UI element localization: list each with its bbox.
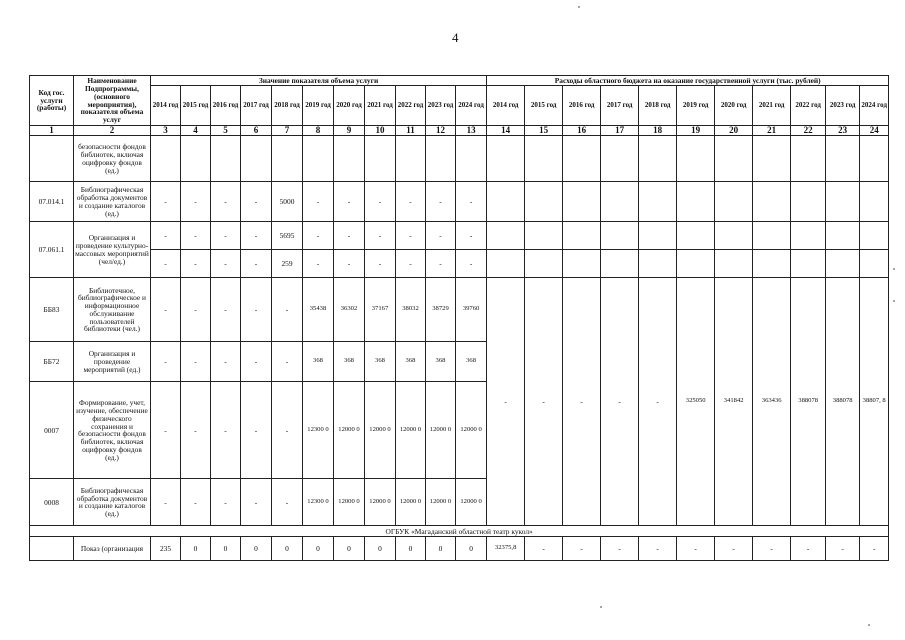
table-cell: - [241,250,272,278]
row-name: Формирование, учет, изучение, обеспечение физического сохранения и безопасности фондов библиотек, включая оцифровку фондов (ед.) [74,382,151,479]
budget-2021: 363436 [753,278,791,526]
budget-2024: 38807, 8 [860,278,889,526]
table-cell: 368 [303,342,334,382]
table-cell: - [396,222,426,250]
table-cell: 0 [181,537,211,561]
table-cell: - [151,382,181,479]
table-cell: - [181,222,211,250]
table-cell: 12000 0 [426,382,456,479]
table-cell: 368 [365,342,396,382]
year-header: 2020 год [715,86,753,126]
table-cell: - [241,479,272,526]
year-header: 2018 год [272,86,303,126]
table-cell: - [211,250,241,278]
table-cell: - [456,222,487,250]
budget-2023: 388078 [826,278,860,526]
table-cell: 259 [272,250,303,278]
row-code [30,136,74,182]
table-cell: 235 [151,537,181,561]
column-number: 19 [677,126,715,136]
year-header: 2017 год [241,86,272,126]
year-header: 2024 год [860,86,889,126]
year-header: 2021 год [753,86,791,126]
row-name: Показ (организация [74,537,151,561]
table-cell: - [211,222,241,250]
year-header: 2016 год [211,86,241,126]
table-cell: 0 [365,537,396,561]
year-header: 2014 год [487,86,525,126]
table-cell: - [396,250,426,278]
year-header: 2022 год [396,86,426,126]
budget-2022: 388078 [791,278,826,526]
table-cell: 12300 0 [303,382,334,479]
row-name: Организация и проведение культурно-массовых мероприятий (чел/ед.) [74,222,151,278]
column-number: 6 [241,126,272,136]
table-cell: - [272,479,303,526]
table-cell: - [211,382,241,479]
year-header: 2022 год [791,86,826,126]
table-cell: 12300 0 [303,479,334,526]
year-header: 2015 год [525,86,563,126]
budget-2018: - [639,278,677,526]
table-cell: 12000 0 [365,382,396,479]
column-number: 17 [601,126,639,136]
column-number: 11 [396,126,426,136]
table-cell: 0 [272,537,303,561]
column-number: 8 [303,126,334,136]
table-cell: 368 [396,342,426,382]
table-cell: 368 [456,342,487,382]
table-row [30,250,889,278]
table-cell: - [791,537,826,561]
column-number: 15 [525,126,563,136]
year-header: 2016 год [563,86,601,126]
year-header: 2018 год [639,86,677,126]
table-cell: 5695 [272,222,303,250]
table-cell: - [753,537,791,561]
budget-2017: - [601,278,639,526]
table-cell: - [334,250,365,278]
table-cell: 12000 0 [396,382,426,479]
page-number: 4 [452,30,459,45]
table-cell: - [303,250,334,278]
budget-2019: 325050 [677,278,715,526]
column-number: 22 [791,126,826,136]
table-cell: 0 [334,537,365,561]
table-cell: - [181,250,211,278]
table-cell: - [241,278,272,342]
header-code: Код гос. услуги (работы) [30,76,74,126]
column-number: 7 [272,126,303,136]
table-cell: 5000 [272,182,303,222]
row-name: Организация и проведение мероприятий (ед.) [74,342,151,382]
year-header: 2023 год [426,86,456,126]
table-cell: 12000 0 [456,479,487,526]
table-cell: - [426,250,456,278]
header-name: Наименование Подпрограммы, (основного мероприятия), показателя объема услуг [74,76,151,126]
table-cell: 0 [303,537,334,561]
table-cell: - [181,278,211,342]
table-cell: - [334,222,365,250]
table-cell: 12000 0 [396,479,426,526]
row-code: ББ72 [30,342,74,382]
column-number: 3 [151,126,181,136]
table-cell: - [601,537,639,561]
year-header: 2021 год [365,86,396,126]
table-cell: - [151,479,181,526]
table-cell: 36302 [334,278,365,342]
column-number: 4 [181,126,211,136]
table-cell: 12000 0 [334,382,365,479]
year-header: 2017 год [601,86,639,126]
table-cell: - [272,278,303,342]
organization-row: ОГБУК «Магаданский областной театр кукол» [30,526,889,537]
table-cell: 12000 0 [365,479,396,526]
table-cell: - [525,537,563,561]
table-cell: - [426,182,456,222]
table-cell: 0 [396,537,426,561]
table-cell: - [211,479,241,526]
row-code: 07.014.1 [30,182,74,222]
row-name: Библиотечное, библиографическое и информационное обслуживание пользователей библиотеки (чел.) [74,278,151,342]
row-code [30,537,74,561]
table-row [30,537,889,561]
table-cell: - [365,250,396,278]
year-header: 2019 год [677,86,715,126]
year-header: 2019 год [303,86,334,126]
column-number: 14 [487,126,525,136]
table-cell: - [272,342,303,382]
table-cell: - [426,222,456,250]
row-code: 07.061.1 [30,222,74,278]
table-cell: - [396,182,426,222]
table-cell: - [639,537,677,561]
table-cell: 0 [211,537,241,561]
table-cell: - [303,222,334,250]
table-cell: - [241,182,272,222]
table-cell: - [181,182,211,222]
column-number: 16 [563,126,601,136]
table-cell: 38729 [426,278,456,342]
row-code: 0008 [30,479,74,526]
row-name: Библиографическая обработка документов и создание каталогов (ед.) [74,479,151,526]
budget-table [29,75,889,561]
table-cell: - [715,537,753,561]
table-cell: - [241,342,272,382]
year-header: 2020 год [334,86,365,126]
table-cell: - [211,342,241,382]
table-cell: 0 [426,537,456,561]
table-cell: - [272,382,303,479]
table-cell: 35438 [303,278,334,342]
table-cell: - [181,479,211,526]
table-cell: - [151,278,181,342]
budget-2014: - [487,278,525,526]
column-number: 2 [74,126,151,136]
column-number: 23 [826,126,860,136]
column-number: 13 [456,126,487,136]
year-header: 2023 год [826,86,860,126]
table-cell: - [334,182,365,222]
table-cell: 12000 0 [456,382,487,479]
table-cell: - [181,382,211,479]
table-cell: - [456,250,487,278]
table-cell: 0 [456,537,487,561]
table-cell: - [677,537,715,561]
table-cell: - [151,250,181,278]
table-cell: - [456,182,487,222]
year-header: 2015 год [181,86,211,126]
table-cell: - [211,182,241,222]
table-cell: - [826,537,860,561]
table-cell: - [241,222,272,250]
column-number: 5 [211,126,241,136]
table-cell: - [181,342,211,382]
table-cell: - [151,342,181,382]
table-cell: - [563,537,601,561]
table-cell: 12000 0 [334,479,365,526]
table-row [30,182,889,222]
row-name: безопасности фондов библиотек, включая оцифровку фондов (ед.) [74,136,151,182]
table-cell: 0 [241,537,272,561]
budget-2015: - [525,278,563,526]
budget-2020: 341842 [715,278,753,526]
year-header: 2014 год [151,86,181,126]
table-cell: - [211,278,241,342]
column-number: 12 [426,126,456,136]
table-cell: - [241,382,272,479]
row-code: 0007 [30,382,74,479]
header-budget-group: Расходы областного бюджета на оказание государственной услуги (тыс. рублей) [487,76,889,86]
table-cell: 37167 [365,278,396,342]
table-cell: 38032 [396,278,426,342]
table-row [30,222,889,250]
table-cell: 368 [426,342,456,382]
table-cell: - [151,182,181,222]
budget-2016: - [563,278,601,526]
table-cell: - [151,222,181,250]
column-number: 10 [365,126,396,136]
table-cell: 12000 0 [426,479,456,526]
column-number: 18 [639,126,677,136]
year-header: 2024 год [456,86,487,126]
table-cell: 32375,8 [487,537,525,561]
row-name: Библиографическая обработка документов и создание каталогов (ед.) [74,182,151,222]
table-cell: - [303,182,334,222]
table-cell: - [860,537,889,561]
column-number: 20 [715,126,753,136]
column-number: 1 [30,126,74,136]
table-cell: - [365,182,396,222]
header-volume-group: Значение показателя объема услуги [151,76,487,86]
column-number: 24 [860,126,889,136]
column-number: 9 [334,126,365,136]
row-code: ББ83 [30,278,74,342]
column-number: 21 [753,126,791,136]
table-cell: - [365,222,396,250]
table-cell: 368 [334,342,365,382]
table-row [30,278,889,342]
table-cell: 39760 [456,278,487,342]
